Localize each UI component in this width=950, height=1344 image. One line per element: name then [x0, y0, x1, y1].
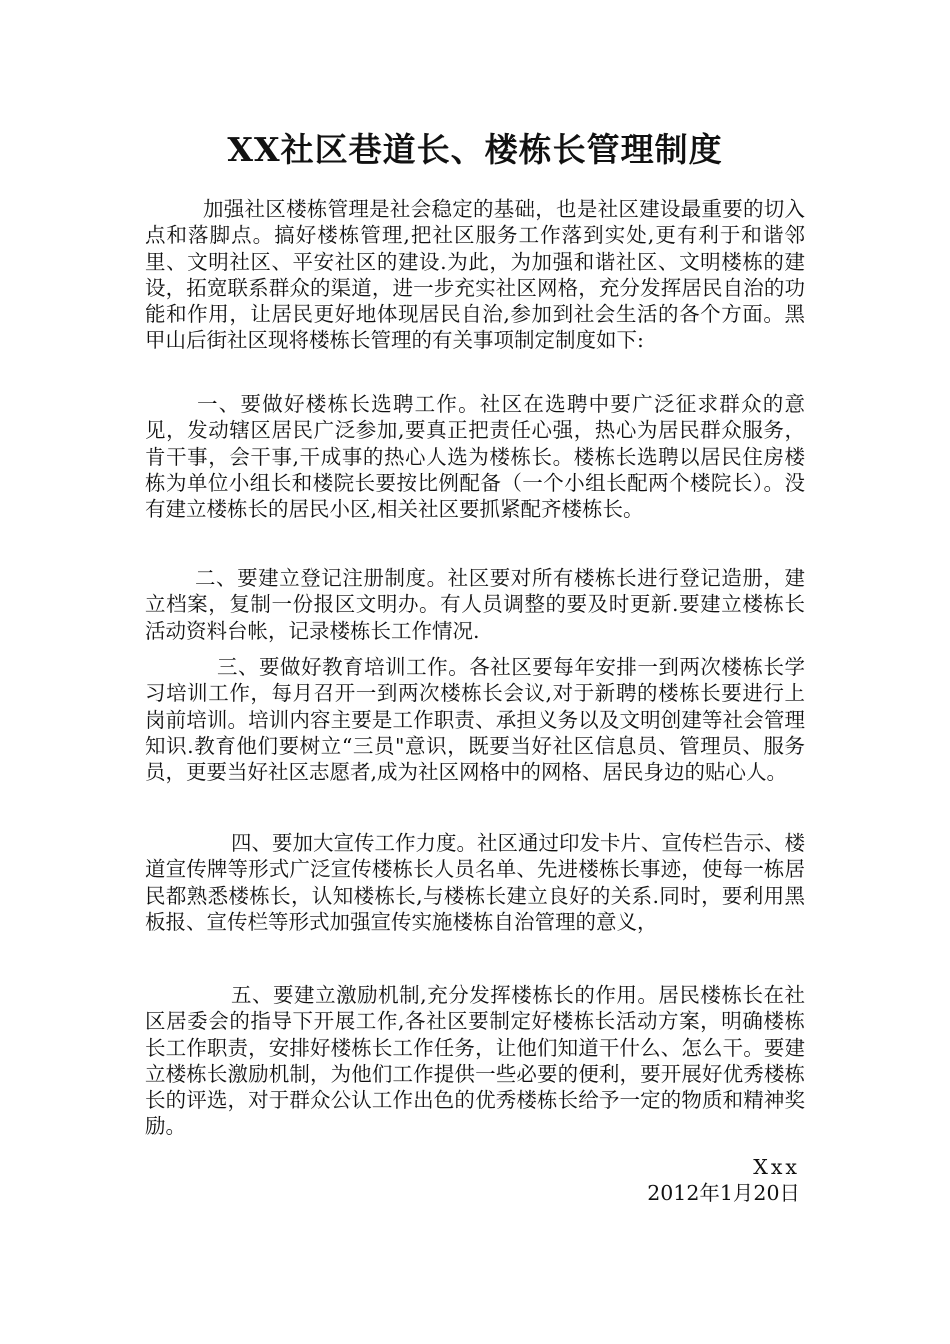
section-5-paragraph: 五、要建立激励机制,充分发挥楼栋长的作用。居民楼栋长在社区居委会的指导下开展工作,各社区要制定好楼栋长活动方案，明确楼栋长工作职责，安排好楼栋长工作任务，让他们知道干什么、怎么干。要建立楼栋长激励机制，为他们工作提供一些必要的便利，要开展好优秀楼栋长的评选，对于群众公认工作出色的优秀楼栋长给予一定的物质和精神奖励。: [145, 983, 805, 1139]
section-4-paragraph: 四、要加大宣传工作力度。社区通过印发卡片、宣传栏告示、楼道宣传牌等形式广泛宣传楼栋长人员名单、先进楼栋长事迹，使每一栋居民都熟悉楼栋长，认知楼栋长,与楼栋长建立良好的关系.同时，要利用黑板报、宣传栏等形式加强宣传实施楼栋自治管理的意义，: [145, 831, 805, 934]
section-2-paragraph: 二、要建立登记注册制度。社区要对所有楼栋长进行登记造册，建立档案，复制一份报区文明办。有人员调整的要及时更新.要建立楼栋长活动资料台帐，记录楼栋长工作情况.: [145, 566, 805, 643]
section-1-paragraph: 一、要做好楼栋长选聘工作。社区在选聘中要广泛征求群众的意见，发动辖区居民广泛参加,要真正把责任心强，热心为居民群众服务，肯干事，会干事,干成事的热心人选为楼栋长。楼栋长选聘以居民住房楼栋为单位小组长和楼院长要按比例配备（一个小组长配两个楼院长）。没有建立楼栋长的居民小区,相关社区要抓紧配齐楼栋长。: [145, 392, 805, 522]
section-3-paragraph: 三、要做好教育培训工作。各社区要每年安排一到两次楼栋长学习培训工作，每月召开一到两次楼栋长会议,对于新聘的楼栋长要进行上岗前培训。培训内容主要是工作职责、承担义务以及文明创建等社会管理知识.教育他们要树立“三员"意识，既要当好社区信息员、管理员、服务员，更要当好社区志愿者,成为社区网格中的网格、居民身边的贴心人。: [145, 655, 805, 785]
signature: Xxx: [753, 1155, 800, 1179]
intro-paragraph: 加强社区楼栋管理是社会稳定的基础，也是社区建设最重要的切入点和落脚点。搞好楼栋管理,把社区服务工作落到实处,更有利于和谐邻里、文明社区、平安社区的建设.为此，为加强和谐社区、文明楼栋的建设，拓宽联系群众的渠道，进一步充实社区网格，充分发挥居民自治的功能和作用，让居民更好地体现居民自治,参加到社会生活的各个方面。黑甲山后街社区现将楼栋长管理的有关事项制定制度如下:: [145, 197, 805, 353]
document-title: XX社区巷道长、楼栋长管理制度: [227, 130, 723, 169]
signature-date: 2012年1月20日: [647, 1181, 800, 1205]
